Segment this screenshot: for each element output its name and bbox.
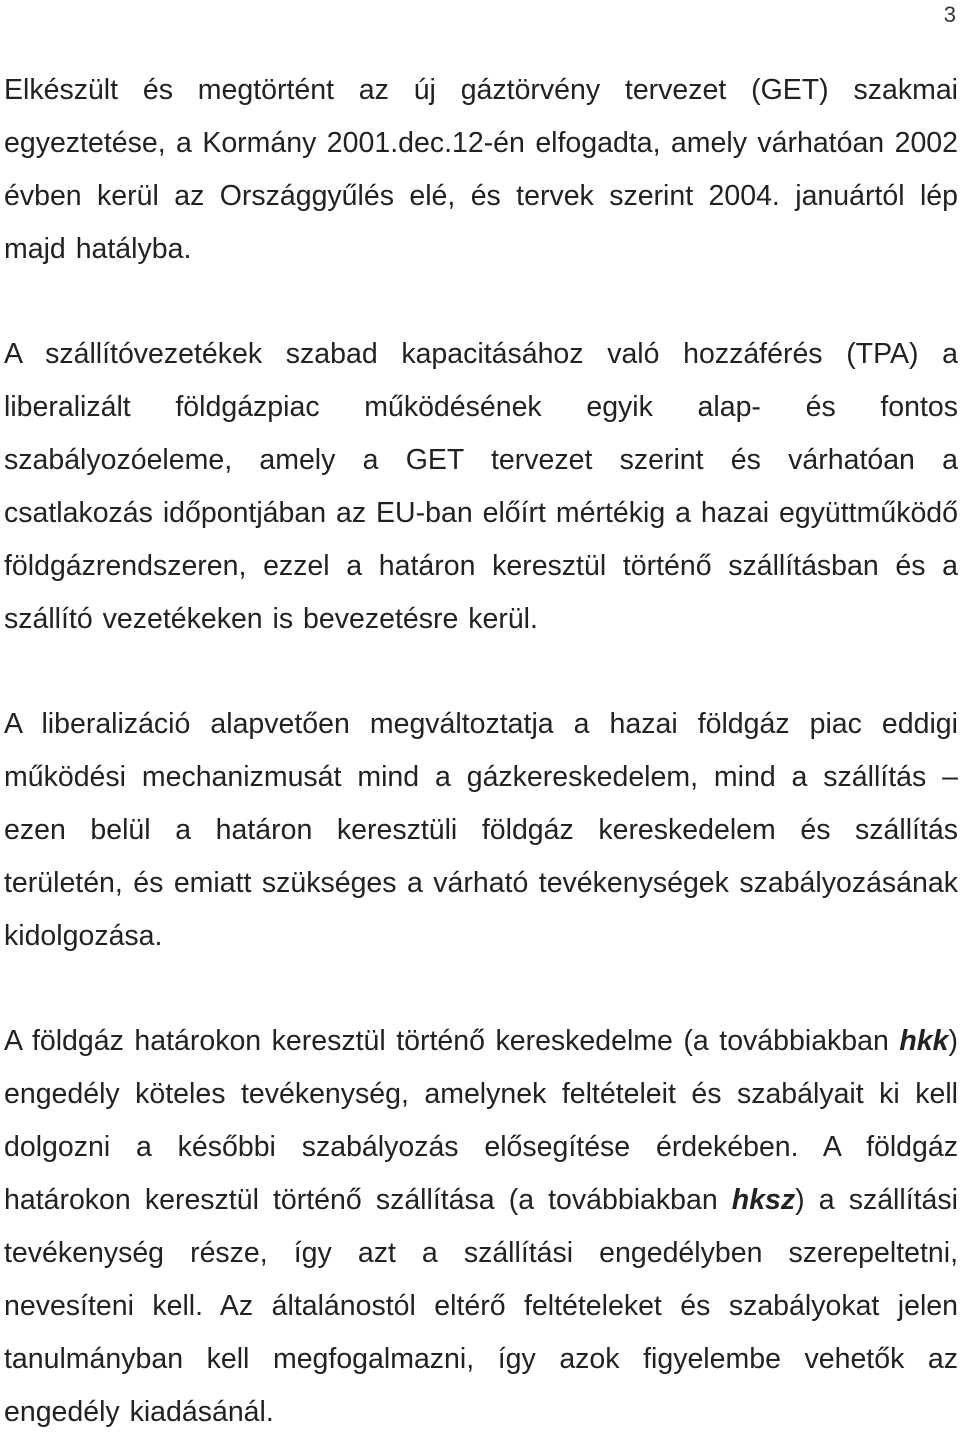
document-body bbox=[4, 64, 958, 1439]
term-hkk: hkk bbox=[899, 1025, 949, 1057]
paragraph-tpa: A szállítóvezetékek szabad kapacitásához való hozzáférés (TPA) a liberalizált földgázpiac működésének egyik alap- és fontos szabályozóeleme, amely a GET tervezet szerint és várhatóan a csatlakozás időpontjában az EU-ban előírt mértékig a hazai együttműködő földgázrendszeren, ezzel a határon keresztül történő szállításban és a szállító vezetékeken is bevezetésre kerül. bbox=[4, 338, 958, 635]
paragraph-text: A földgáz határokon keresztül történő kereskedelme (a továbbiakban bbox=[4, 1025, 900, 1057]
paragraph-cross-border bbox=[4, 1015, 958, 1439]
paragraph-text: ) engedély köteles tevékenység, amelynek feltételeit és szabályait ki kell dolgozni a későbbi szabályozás elősegítése érdekében. A földgáz határokon keresztül történő szállítása (a továbbiakban bbox=[4, 1025, 958, 1216]
paragraph-get-draft: Elkészült és megtörtént az új gáztörvény tervezet (GET) szakmai egyeztetése, a Kormány 2001.dec.12-én elfogadta, amely várhatóan 2002 évben kerül az Országgyűlés elé, és tervek szerint 2004. januártól lép majd hatályba. bbox=[4, 74, 958, 265]
paragraph-text: ) a szállítási tevékenység része, így azt a szállítási engedélyben szerepeltetni, nevesíteni kell. Az általánostól eltérő feltételeket és szabályokat jelen tanulmányban kell megfogalmazni, így azok figyelembe vehetők az engedély kiadásánál. bbox=[4, 1184, 958, 1428]
term-hksz: hksz bbox=[731, 1184, 796, 1216]
page-number: 3 bbox=[943, 2, 956, 27]
paragraph-liberalization: A liberalizáció alapvetően megváltoztatja a hazai földgáz piac eddigi működési mechanizmusát mind a gázkereskedelem, mind a szállítás – ezen belül a határon keresztüli földgáz kereskedelem és szállítás területén, és emiatt szükséges a várható tevékenységek szabályozásának kidolgozása. bbox=[4, 708, 958, 952]
